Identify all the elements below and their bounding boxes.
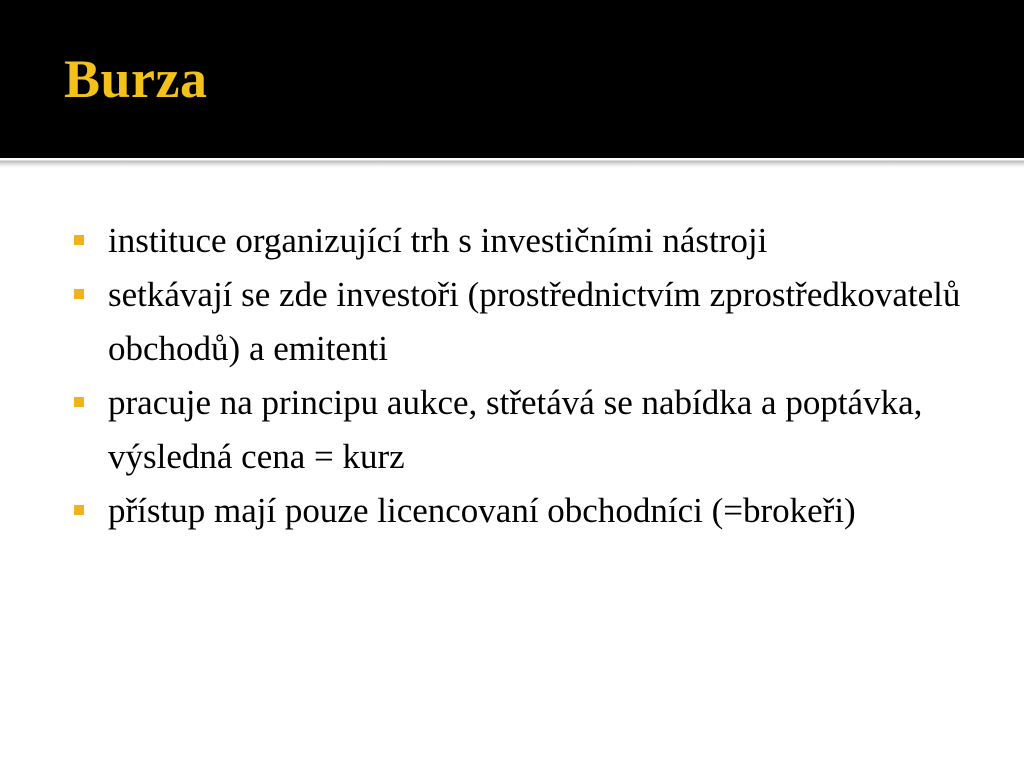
title-divider [0,158,1024,168]
bullet-text: přístup mají pouze licencovaní obchodníci (=brokeři) [108,491,856,530]
square-bullet-icon [74,505,84,515]
bullet-item [72,214,972,268]
bullet-text: setkávají se zde investoři (prostřednictvím zprostředkovatelů obchodů) a emitenti [108,275,961,368]
bullet-list [72,214,972,538]
bullet-item [72,376,972,484]
bullet-item [72,268,972,376]
square-bullet-icon [74,235,84,245]
slide-title: Burza [64,49,208,109]
bullet-text: instituce organizující trh s investičními nástroji [108,221,768,260]
bullet-item [72,484,972,538]
square-bullet-icon [74,289,84,299]
title-bar [0,0,1024,158]
square-bullet-icon [74,397,84,407]
bullet-text: pracuje na principu aukce, střetává se nabídka a poptávka, výsledná cena = kurz [108,383,923,476]
